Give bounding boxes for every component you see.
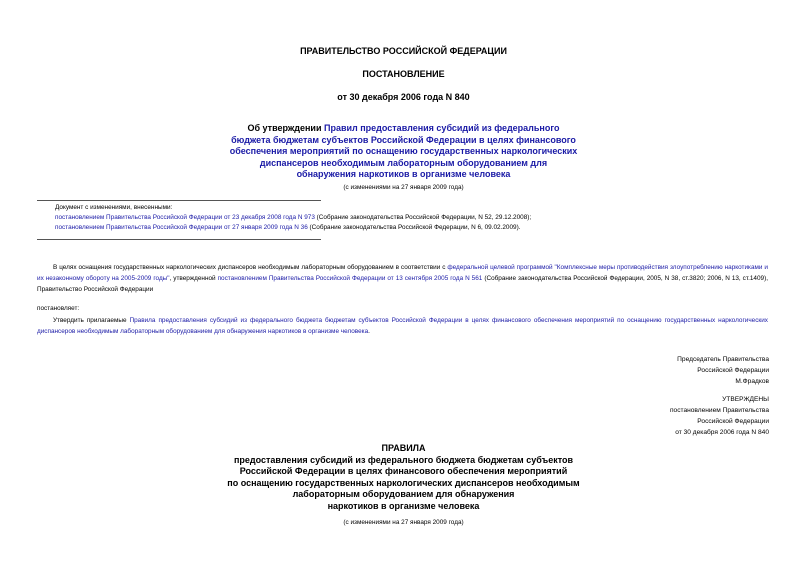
rules-title-line2: Российской Федерации в целях финансового обеспечения мероприятий [239,466,568,476]
subject-prefix: Об утверждении [247,123,324,133]
divider-top [37,200,321,201]
subject-rules-link-line3[interactable]: обеспечения мероприятий по оснащению государственных наркологических [229,146,578,156]
rules-title-line3: по оснащению государственных наркологических диспансеров необходимым [227,477,580,488]
subject-rules-link[interactable]: Правил предоставления субсидий из федерального [323,123,560,133]
approve-paragraph [37,315,768,337]
preamble-text-2: , утвержденной [169,275,218,282]
federal-program-link[interactable]: федеральной целевой программой "Комплексные меры противодействия злоупотреблению наркотиками и их незаконному обороту на 2005-2009 годы" [37,264,768,282]
subject-rules-link-line2[interactable]: бюджета бюджетам субъектов Российской Федерации в целях финансового [231,134,576,145]
subject-rules-link-line4[interactable]: диспансеров необходимым лабораторным оборудованием для [259,157,548,168]
document-type: ПОСТАНОВЛЕНИЕ [362,69,445,79]
preamble-text-1: В целях оснащения государственных наркологических диспансеров необходимым лабораторным оборудованием в соответствии с [53,264,448,271]
approve-text-1: Утвердить прилагаемые [53,317,130,324]
preamble-text-3: (Собрание законодательства Российской Федерации, 2005, N 38, ст.3820; 2006, N 13, ст.1409), Правительство Российской Федерации [37,275,768,293]
rules-title-line5: наркотиков в организме человека [327,500,480,511]
change-item-1-link[interactable]: постановлением Правительства Российской Федерации от 23 декабря 2008 года N 973 [55,214,315,221]
divider-bottom [37,239,321,240]
change-item-2-link[interactable]: постановлением Правительства Российской Федерации от 27 января 2009 года N 36 [55,224,308,231]
rules-title-line1: предоставления субсидий из федерального бюджета бюджетам субъектов [233,454,574,465]
signature-position: Председатель Правительства [677,356,769,363]
document-date: от 30 декабря 2006 года N 840 [337,92,470,102]
rules-title: ПРАВИЛА [381,443,426,453]
document-subject [0,123,807,181]
change-item-1-source: (Собрание законодательства Российской Федерации, N 52, 29.12.2008); [314,214,532,221]
approved-date: от 30 декабря 2006 года N 840 [675,429,769,436]
approved-label: УТВЕРЖДЕНЫ [722,396,769,403]
rules-heading [0,443,807,512]
approved-rules-link[interactable]: Правила предоставления субсидий из федерального бюджета бюджетам субъектов Российской Федерации в целях финансового обеспечения мероприятий по оснащению государственных наркологических диспансеров необходимым лабораторным оборудованием для обнаружения наркотиков в организме человека [37,317,768,335]
approve-text-2: . [368,328,370,335]
decides-word: постановляет: [37,305,80,312]
government-title: ПРАВИТЕЛЬСТВО РОССИЙСКОЙ ФЕДЕРАЦИИ [300,46,507,56]
preamble-paragraph [37,262,768,295]
signature-country: Российской Федерации [697,367,769,374]
rules-title-line4: лабораторным оборудованием для обнаружения [292,489,515,499]
approved-by: постановлением Правительства [669,407,769,414]
change-item-2-source: (Собрание законодательства Российской Федерации, N 6, 09.02.2009). [307,224,521,231]
changes-intro: Документ с изменениями, внесенными: [55,204,173,211]
change-item-2 [55,224,520,231]
revision-note: (с изменениями на 27 января 2009 года) [343,184,464,191]
subject-rules-link-line5[interactable]: обнаружения наркотиков в организме человека [296,169,511,179]
signature-block [677,354,769,387]
resolution-561-link[interactable]: постановлением Правительства Российской Федерации от 13 сентября 2005 года N 561 [217,275,483,282]
approved-stamp-block [670,394,769,438]
approved-country: Российской Федерации [697,418,769,425]
rules-revision-note: (с изменениями на 27 января 2009 года) [343,519,464,526]
change-item-1 [55,214,531,221]
signature-name: М.Фрадков [735,378,769,385]
